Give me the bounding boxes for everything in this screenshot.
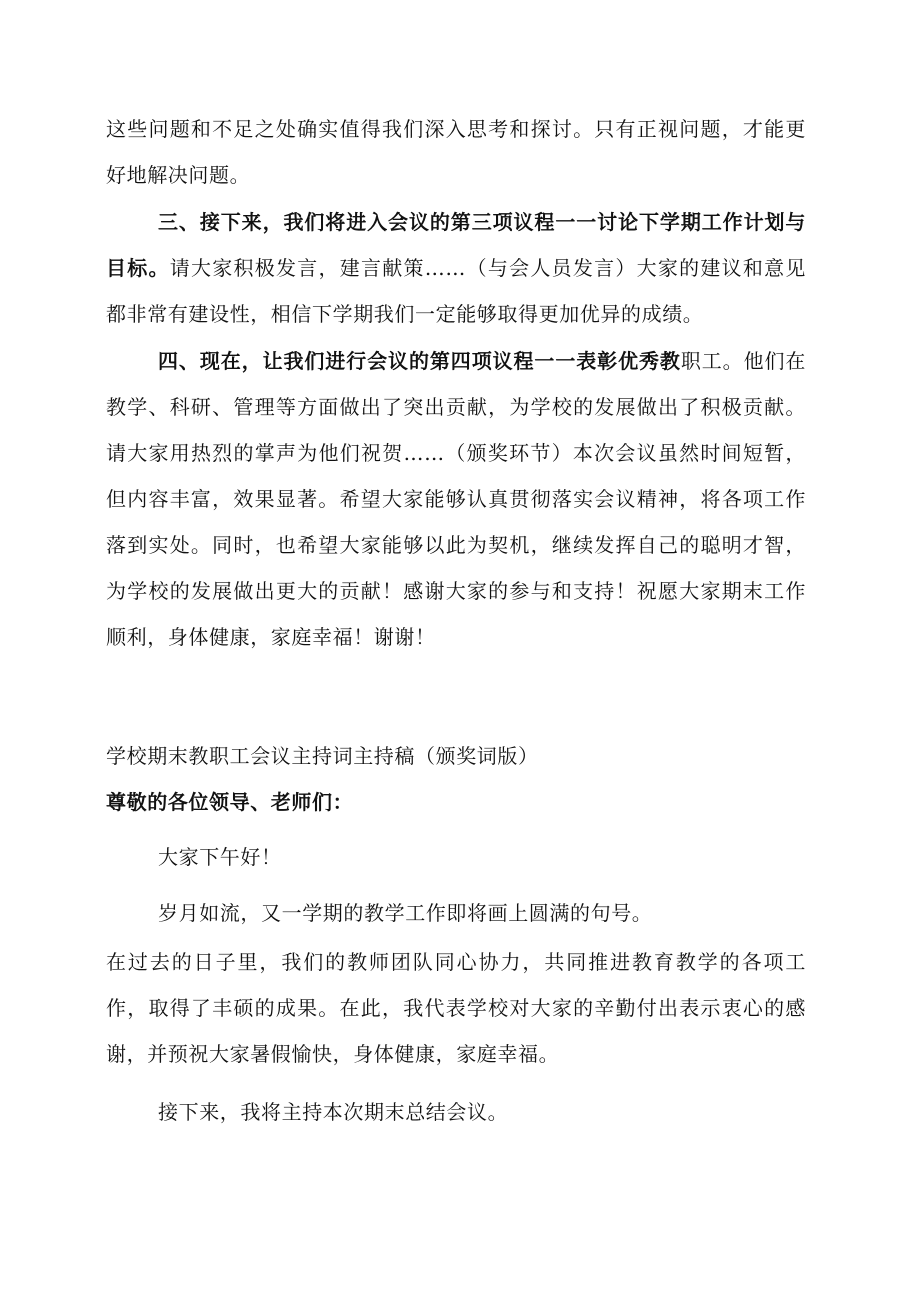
paragraph-agenda-four (106, 338, 806, 660)
salutation: 尊敬的各位领导、老师们： (106, 790, 354, 814)
paragraph-semester-end: 岁月如流，又一学期的教学工作即将画上圆满的句号。 (158, 901, 653, 925)
agenda-three-heading: 三、接下来，我们将进入会议的第三项议程一一讨论下学期工作计划与目标。 (106, 210, 806, 280)
greeting: 大家下午好！ (158, 845, 282, 869)
paragraph-achievements: 在过去的日子里，我们的教师团队同心协力，共同推进教育教学的各项工作，取得了丰硕的成果。在此，我代表学校对大家的辛勤付出表示衷心的感谢，并预祝大家暑假愉快，身体健康，家庭幸福。 (106, 950, 806, 1066)
agenda-three-body: 请大家积极发言，建言献策……（与会人员发言）大家的建议和意见都非常有建设性，相信下学期我们一定能够取得更加优异的成绩。 (106, 256, 806, 326)
document-title: 学校期末教职工会议主持词主持稿（颁奖词版） (106, 744, 539, 768)
agenda-four-body: 职工。他们在教学、科研、管理等方面做出了突出贡献，为学校的发展做出了积极贡献。请大家用热烈的掌声为他们祝贺……（颁奖环节）本次会议虽然时间短暂，但内容丰富，效果显著。希望大家能够认真贯彻落实会议精神，将各项工作落到实处。同时，也希望大家能够以此为契机，继续发挥自己的聪明才智，为学校的发展做出更大的贡献！感谢大家的参与和支持！祝愿大家期末工作顺利，身体健康，家庭幸福！谢谢！ (106, 349, 806, 649)
paragraph-problems: 这些问题和不足之处确实值得我们深入思考和探讨。只有正视问题，才能更好地解决问题。 (106, 117, 806, 187)
agenda-four-heading: 四、现在，让我们进行会议的第四项议程一一表彰优秀教 (158, 349, 681, 373)
paragraph-host-intro: 接下来，我将主持本次期末总结会议。 (158, 1100, 509, 1124)
paragraph-agenda-three (106, 199, 806, 337)
